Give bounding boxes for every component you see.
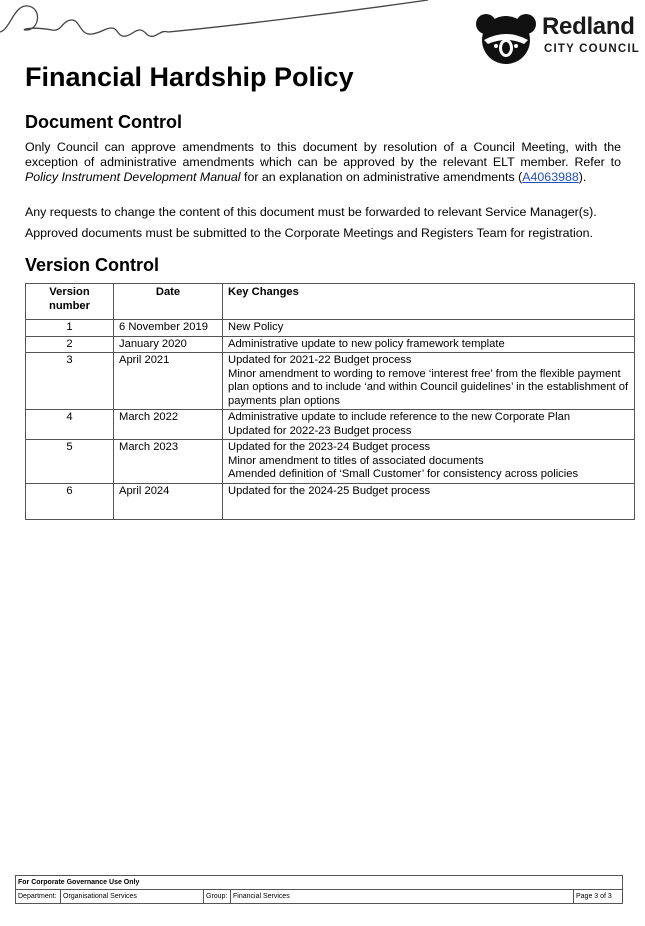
version-cell: 4 [26, 410, 114, 440]
date-cell: March 2022 [114, 410, 223, 440]
table-header-row [26, 284, 635, 320]
redland-city-council-logo [474, 10, 642, 66]
changes-cell [223, 353, 635, 410]
change-requests-paragraph: Any requests to change the content of this document must be forwarded to relevant Service Manager(s). [25, 205, 597, 219]
page-title: Financial Hardship Policy [25, 62, 354, 92]
version-cell: 6 [26, 483, 114, 519]
logo-subtitle: CITY COUNCIL [544, 43, 640, 55]
footer-department-label: Department: [16, 890, 61, 904]
document-control-paragraph [25, 140, 621, 185]
version-cell: 5 [26, 440, 114, 484]
change-item: Amended definition of ‘Small Customer’ for consistency across policies [228, 468, 579, 480]
table-row [26, 483, 635, 519]
table-row [26, 353, 635, 410]
change-item: Administrative update to new policy framework template [228, 337, 505, 350]
change-item: Minor amendment to wording to remove ‘interest free’ from the flexible payment plan options and to include ‘and within Council guidelines’ in the establishment of payments plan options [228, 367, 629, 407]
changes-cell [223, 440, 635, 484]
document-control-heading: Document Control [25, 112, 182, 132]
para1-text-a: Only Council can approve amendments to this document by resolution of a Council Meeting, with the exception of administrative amendments which can be approved by the relevant ELT member. Refer to [25, 140, 621, 169]
changes-cell [223, 320, 635, 337]
table-row [26, 410, 635, 440]
date-cell: 6 November 2019 [114, 320, 223, 337]
change-item: Administrative update to include reference to the new Corporate Plan [228, 411, 571, 423]
change-item: Updated for 2021-22 Budget process [228, 354, 412, 366]
manual-reference: Policy Instrument Development Manual [25, 170, 241, 184]
footer-page-number: Page 3 of 3 [574, 890, 623, 904]
version-control-heading: Version Control [25, 255, 160, 275]
change-item: Updated for the 2023-24 Budget process [228, 441, 431, 453]
version-cell: 2 [26, 336, 114, 353]
version-control-table [25, 283, 635, 520]
header-swirl-decoration [0, 0, 440, 50]
para1-text-b: for an explanation on administrative amendments ( [240, 170, 523, 184]
date-cell: January 2020 [114, 336, 223, 353]
table-row [26, 440, 635, 484]
footer-group-label: Group: [204, 890, 231, 904]
footer-title: For Corporate Governance Use Only [16, 876, 623, 890]
changes-cell [223, 483, 635, 519]
version-table-body [26, 320, 635, 520]
col-changes-header: Key Changes [223, 284, 635, 320]
footer-group-value: Financial Services [231, 890, 574, 904]
governance-footer [15, 875, 623, 904]
registration-paragraph: Approved documents must be submitted to the Corporate Meetings and Registers Team for registration. [25, 226, 593, 240]
para1-text-c: ). [578, 170, 587, 184]
date-cell: April 2021 [114, 353, 223, 410]
date-cell: April 2024 [114, 483, 223, 519]
changes-cell [223, 336, 635, 353]
change-item: Updated for the 2024-25 Budget process [228, 484, 431, 497]
table-row [26, 336, 635, 353]
logo-name: Redland [542, 13, 635, 40]
date-cell: March 2023 [114, 440, 223, 484]
koala-emblem-icon [474, 10, 538, 66]
change-item: Updated for 2022-23 Budget process [228, 424, 412, 437]
table-row [26, 320, 635, 337]
changes-cell [223, 410, 635, 440]
document-link[interactable]: A4063988 [522, 170, 579, 184]
col-date-header: Date [114, 284, 223, 320]
col-version-header: Version number [26, 284, 114, 320]
footer-department-value: Organisational Services [61, 890, 204, 904]
version-cell: 1 [26, 320, 114, 337]
change-item: Minor amendment to titles of associated documents [228, 454, 484, 467]
version-cell: 3 [26, 353, 114, 410]
change-item: New Policy [228, 321, 284, 333]
